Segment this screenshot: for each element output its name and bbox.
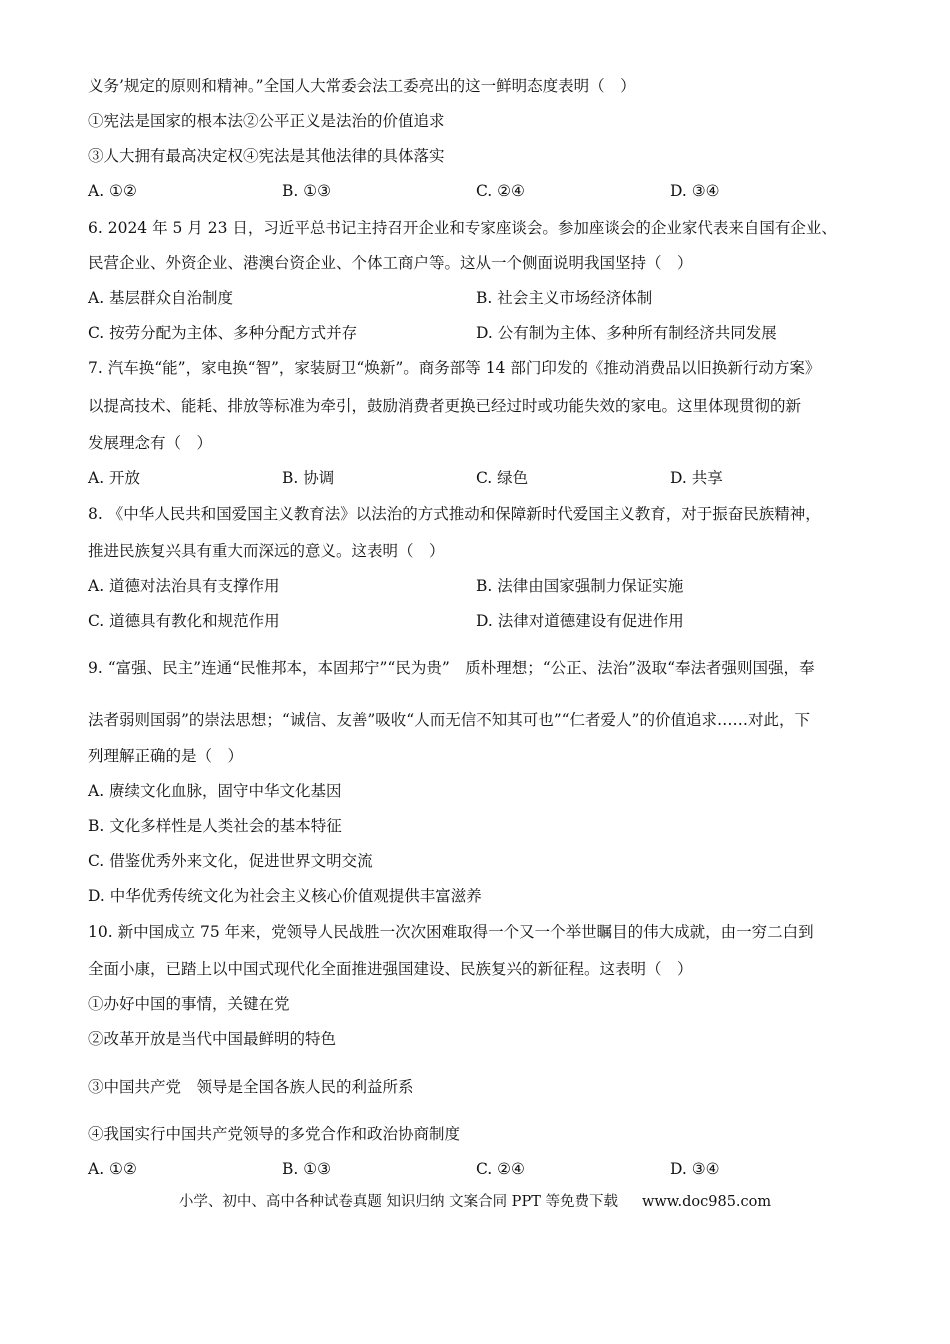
q8-option-b: B. 法律由国家强制力保证实施 bbox=[476, 577, 684, 595]
q7-stem-line-2: 以提高技术、能耗、排放等标准为牵引，鼓励消费者更换已经过时或功能失效的家电。这里体现贯彻的新 bbox=[88, 397, 802, 415]
q7-option-b: B. 协调 bbox=[282, 469, 335, 487]
q9-option-c: C. 借鉴优秀外来文化，促进世界文明交流 bbox=[88, 852, 373, 870]
q5-option-a: A. ①② bbox=[88, 182, 137, 200]
q8-option-c: C. 道德具有教化和规范作用 bbox=[88, 612, 280, 630]
q6-stem-line-1: 6. 2024 年 5 月 23 日，习近平总书记主持召开企业和专家座谈会。参加座谈会的企业家代表来自国有企业、 bbox=[88, 219, 837, 237]
q10-statement-4: ④我国实行中国共产党领导的多党合作和政治协商制度 bbox=[88, 1125, 461, 1143]
q10-statement-3: ③中国共产党 领导是全国各族人民的利益所系 bbox=[88, 1078, 414, 1096]
q6-option-b: B. 社会主义市场经济体制 bbox=[476, 289, 653, 307]
q10-option-d: D. ③④ bbox=[670, 1160, 720, 1178]
q8-stem-line-2: 推进民族复兴具有重大而深远的意义。这表明（ ） bbox=[88, 542, 445, 560]
q7-option-a: A. 开放 bbox=[88, 469, 141, 487]
q7-option-d: D. 共享 bbox=[670, 469, 723, 487]
q5-option-b: B. ①③ bbox=[282, 182, 332, 200]
q8-option-d: D. 法律对道德建设有促进作用 bbox=[476, 612, 684, 630]
q5-stem-continued: 义务’规定的原则和精神。”全国人大常委会法工委亮出的这一鲜明态度表明（ ） bbox=[88, 77, 636, 95]
q6-option-a: A. 基层群众自治制度 bbox=[88, 289, 234, 307]
q9-option-a: A. 赓续文化血脉，固守中华文化基因 bbox=[88, 782, 342, 800]
q10-option-b: B. ①③ bbox=[282, 1160, 332, 1178]
q8-option-a: A. 道德对法治具有支撑作用 bbox=[88, 577, 280, 595]
q10-stem-line-2: 全面小康，已踏上以中国式现代化全面推进强国建设、民族复兴的新征程。这表明（ ） bbox=[88, 960, 693, 978]
q10-option-c: C. ②④ bbox=[476, 1160, 525, 1178]
q9-option-b: B. 文化多样性是人类社会的基本特征 bbox=[88, 817, 342, 835]
q5-option-d: D. ③④ bbox=[670, 182, 720, 200]
q5-statements-2: ③人大拥有最高决定权④宪法是其他法律的具体落实 bbox=[88, 147, 445, 165]
q10-statement-2: ②改革开放是当代中国最鲜明的特色 bbox=[88, 1030, 337, 1048]
q8-stem-line-1: 8. 《中华人民共和国爱国主义教育法》以法治的方式推动和保障新时代爱国主义教育，对于振奋民族精神， bbox=[88, 505, 821, 523]
q5-option-c: C. ②④ bbox=[476, 182, 525, 200]
q9-stem-line-3: 列理解正确的是（ ） bbox=[88, 747, 244, 765]
footer-text: 小学、初中、高中各种试卷真题 知识归纳 文案合同 PPT 等免费下载 bbox=[178, 1194, 618, 1210]
q9-stem-line-1: 9. “富强、民主”连通“民惟邦本，本固邦宁”“民为贵” 质朴理想；“公正、法治”汲取“奉法者强则国强，奉 bbox=[88, 659, 815, 677]
q10-stem-line-1: 10. 新中国成立 75 年来，党领导人民战胜一次次困难取得一个又一个举世瞩目的伟大成就，由一穷二白到 bbox=[88, 923, 814, 941]
q9-option-d: D. 中华优秀传统文化为社会主义核心价值观提供丰富滋养 bbox=[88, 887, 482, 905]
q9-stem-line-2: 法者弱则国弱”的崇法思想；“诚信、友善”吸收“人而无信不知其可也”“仁者爱人”的价值追求……对此，下 bbox=[88, 711, 810, 729]
q6-stem-line-2: 民营企业、外资企业、港澳台资企业、个体工商户等。这从一个侧面说明我国坚持（ ） bbox=[88, 254, 693, 272]
q10-option-a: A. ①② bbox=[88, 1160, 137, 1178]
q5-statements-1: ①宪法是国家的根本法②公平正义是法治的价值追求 bbox=[88, 112, 445, 130]
q6-option-d: D. 公有制为主体、多种所有制经济共同发展 bbox=[476, 324, 777, 342]
q6-option-c: C. 按劳分配为主体、多种分配方式并存 bbox=[88, 324, 358, 342]
page-footer bbox=[0, 1192, 950, 1212]
q10-statement-1: ①办好中国的事情，关键在党 bbox=[88, 995, 290, 1013]
q7-stem-line-3: 发展理念有（ ） bbox=[88, 434, 213, 452]
footer-url[interactable]: www.doc985.com bbox=[641, 1194, 772, 1210]
q7-stem-line-1: 7. 汽车换“能”，家电换“智”，家装厨卫“焕新”。商务部等 14 部门印发的《推动消费品以旧换新行动方案》 bbox=[88, 359, 821, 377]
q7-option-c: C. 绿色 bbox=[476, 469, 529, 487]
